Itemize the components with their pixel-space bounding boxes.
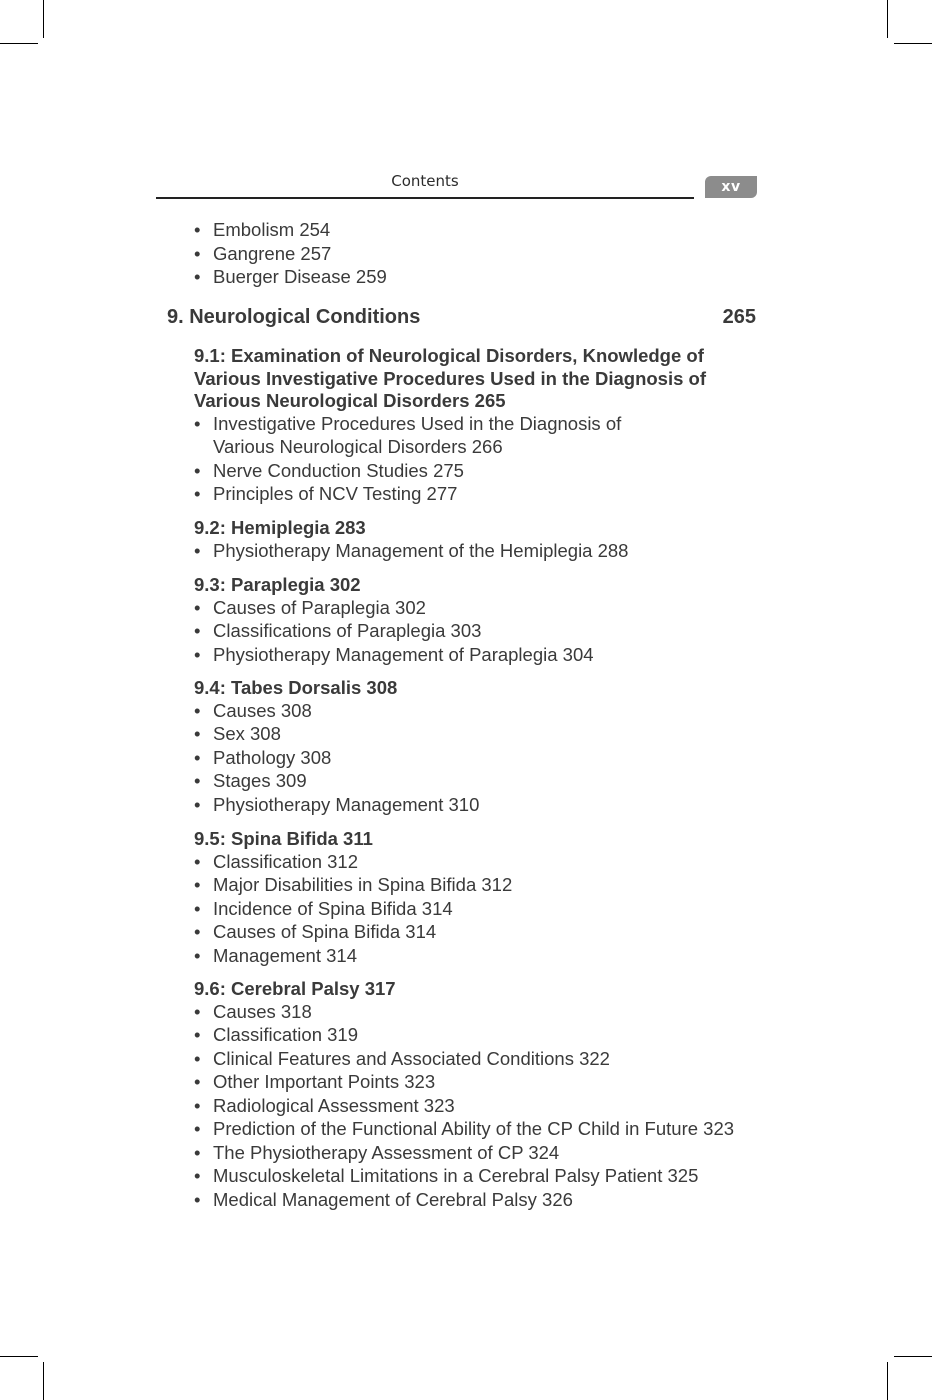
section-heading: 9.3: Paraplegia 302: [194, 574, 361, 595]
toc-entry: Incidence of Spina Bifida 314: [213, 897, 453, 919]
bullet-icon: •: [194, 897, 201, 919]
toc-entry: Classification 319: [213, 1024, 358, 1045]
toc-entry: Management 314: [213, 944, 357, 966]
bullet-icon: •: [194, 1141, 201, 1163]
bullet-icon: •: [194, 596, 201, 618]
bullet-icon: •: [194, 643, 201, 665]
toc-entry: Nerve Conduction Studies 275: [213, 459, 464, 481]
toc-entry: Buerger Disease 259: [213, 266, 387, 287]
toc-entry: Investigative Procedures Used in the Diagnosis of: [213, 412, 622, 434]
toc-entry: Causes 308: [213, 699, 312, 721]
toc-entry: Causes of Spina Bifida 314: [213, 921, 437, 942]
crop-mark: [0, 1356, 38, 1357]
crop-mark: [894, 43, 932, 44]
bullet-icon: •: [194, 1047, 201, 1069]
bullet-icon: •: [194, 850, 201, 872]
toc-entry: Classifications of Paraplegia 303: [213, 620, 482, 641]
bullet-icon: •: [194, 1094, 201, 1116]
header-rule: [156, 197, 694, 199]
toc-entry: Pathology 308: [213, 746, 332, 768]
bullet-icon: •: [194, 1071, 201, 1092]
toc-entry: Prediction of the Functional Ability of the CP Child in Future 323: [213, 1118, 735, 1139]
crop-mark: [887, 0, 888, 38]
bullet-icon: •: [194, 1188, 201, 1210]
bullet-icon: •: [194, 620, 201, 641]
toc-entry: Stages 309: [213, 770, 307, 791]
toc-entry-continued: Various Neurological Disorders 266: [213, 436, 503, 457]
bullet-icon: •: [194, 1118, 201, 1139]
bullet-icon: •: [194, 459, 201, 481]
bullet-icon: •: [194, 1000, 201, 1022]
bullet-icon: •: [194, 1165, 201, 1186]
crop-mark: [894, 1356, 932, 1357]
chapter-title: 9. Neurological Conditions: [167, 306, 421, 328]
bullet-icon: •: [194, 1024, 201, 1045]
section-heading: Various Neurological Disorders 265: [194, 390, 506, 411]
toc-entry: Musculoskeletal Limitations in a Cerebral Palsy Patient 325: [213, 1165, 699, 1186]
running-header-title: Contents: [391, 172, 459, 190]
section-heading: 9.4: Tabes Dorsalis 308: [194, 677, 398, 698]
toc-entry: Physiotherapy Management of Paraplegia 304: [213, 643, 594, 665]
crop-mark: [43, 0, 44, 38]
chapter-page-number: 265: [722, 306, 756, 328]
section-heading: 9.5: Spina Bifida 311: [194, 828, 373, 849]
bullet-icon: •: [194, 242, 201, 264]
bullet-icon: •: [194, 539, 201, 561]
toc-entry: Medical Management of Cerebral Palsy 326: [213, 1188, 573, 1210]
toc-entry: Principles of NCV Testing 277: [213, 483, 458, 504]
toc-entry: Clinical Features and Associated Conditions 322: [213, 1047, 610, 1069]
toc-entry: The Physiotherapy Assessment of CP 324: [213, 1141, 560, 1163]
toc-entry: Sex 308: [213, 723, 281, 744]
crop-mark: [0, 43, 38, 44]
crop-mark: [887, 1362, 888, 1400]
bullet-icon: •: [194, 944, 201, 966]
toc-entry: Causes 318: [213, 1000, 312, 1022]
section-heading: 9.6: Cerebral Palsy 317: [194, 978, 396, 999]
bullet-icon: •: [194, 874, 201, 895]
section-heading: Various Investigative Procedures Used in the Diagnosis of: [194, 367, 706, 389]
bullet-icon: •: [194, 699, 201, 721]
bullet-icon: •: [194, 921, 201, 942]
section-heading: 9.1: Examination of Neurological Disorders, Knowledge of: [194, 345, 704, 366]
bullet-icon: •: [194, 793, 201, 815]
toc-entry: Embolism 254: [213, 219, 331, 240]
bullet-icon: •: [194, 723, 201, 744]
toc-entry: Major Disabilities in Spina Bifida 312: [213, 874, 513, 895]
section-heading: 9.2: Hemiplegia 283: [194, 517, 366, 538]
bullet-icon: •: [194, 746, 201, 768]
toc-entry: Radiological Assessment 323: [213, 1094, 455, 1116]
bullet-icon: •: [194, 219, 201, 240]
page-number-badge: xv: [705, 176, 757, 198]
bullet-icon: •: [194, 483, 201, 504]
toc-entry: Physiotherapy Management of the Hemiplegia 288: [213, 539, 629, 561]
bullet-icon: •: [194, 412, 201, 434]
toc-entry: Other Important Points 323: [213, 1071, 436, 1092]
toc-entry: Causes of Paraplegia 302: [213, 596, 426, 618]
bullet-icon: •: [194, 770, 201, 791]
crop-mark: [43, 1362, 44, 1400]
bullet-icon: •: [194, 266, 201, 287]
toc-entry: Classification 312: [213, 850, 358, 872]
toc-entry: Gangrene 257: [213, 242, 332, 264]
toc-entry: Physiotherapy Management 310: [213, 793, 480, 815]
